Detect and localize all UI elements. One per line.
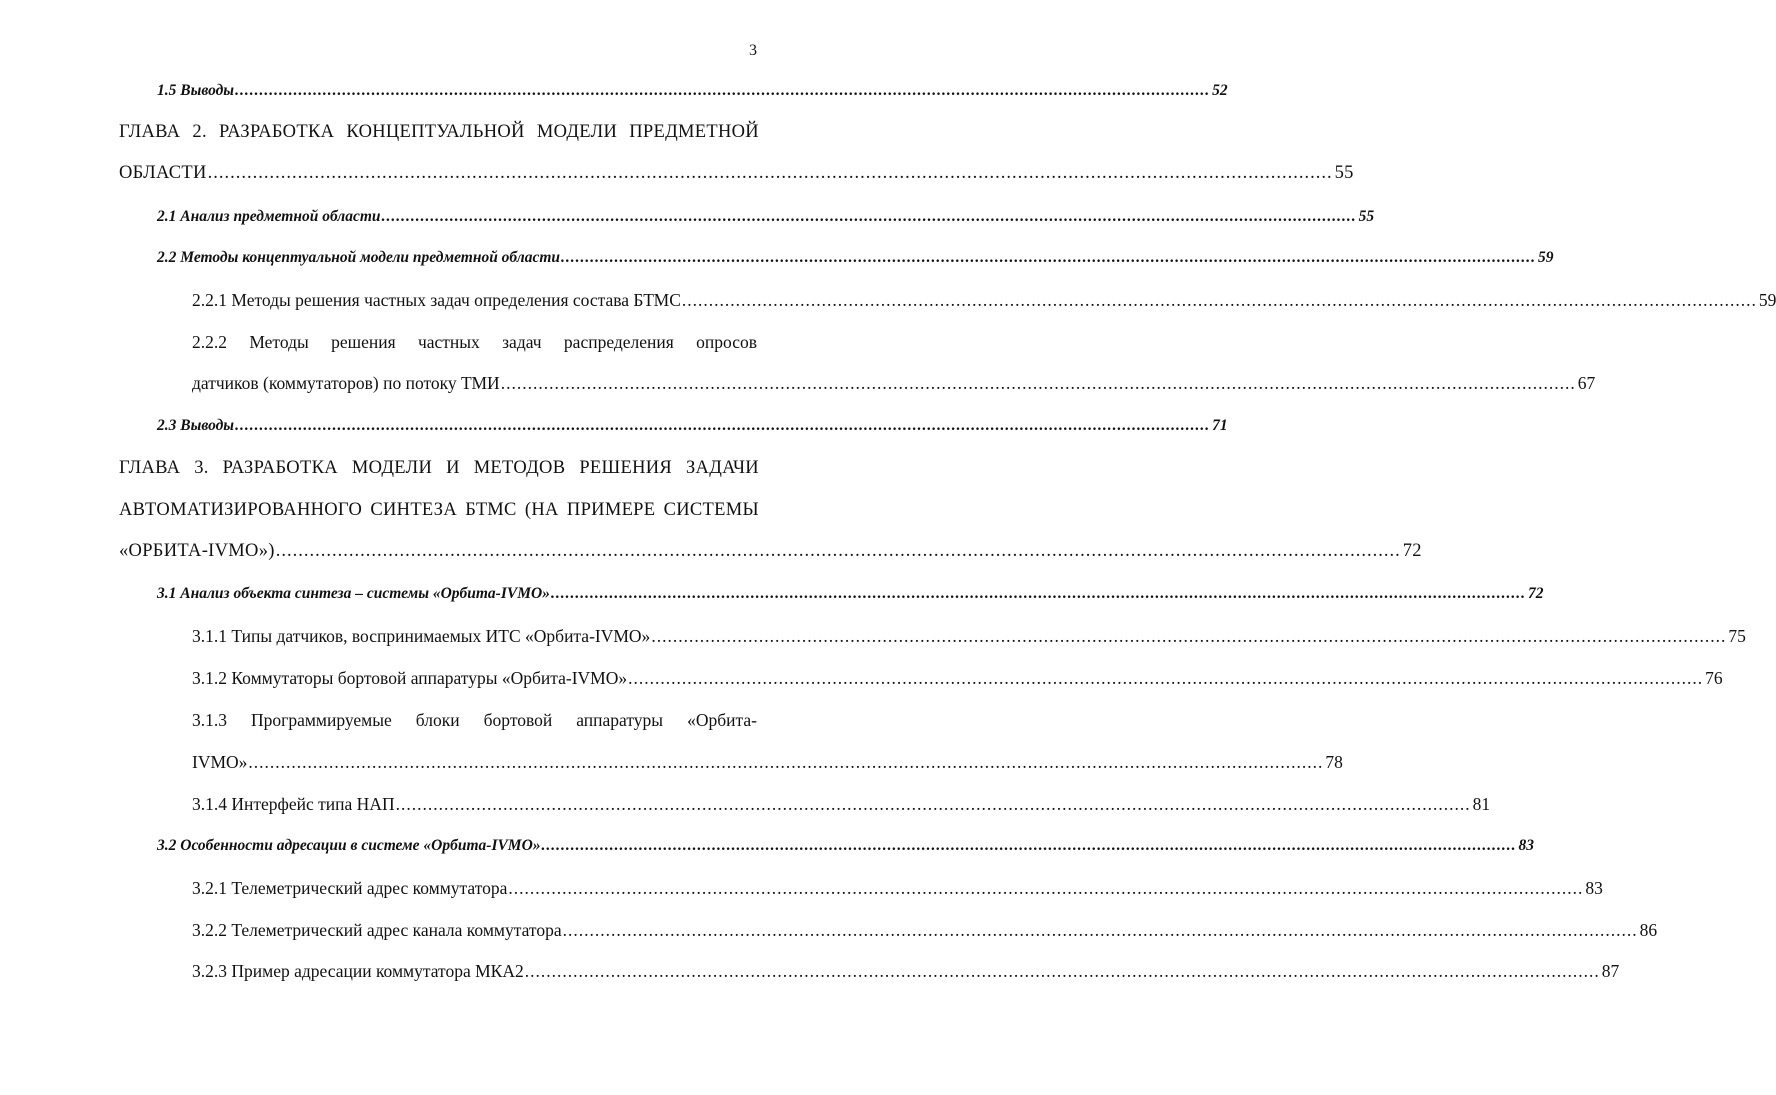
toc-word: (НА bbox=[524, 500, 559, 520]
toc-word: 2. bbox=[192, 122, 207, 142]
toc-entry-2-2-1[interactable] bbox=[192, 287, 1776, 313]
toc-entry-3-1-1[interactable] bbox=[192, 623, 1746, 649]
toc-entry-3-1-2[interactable] bbox=[192, 665, 1723, 691]
leader-dots: ........................................................................................................................................................................................................ bbox=[628, 668, 1704, 688]
toc-entry-label: «ОРБИТА-IVMO») bbox=[119, 541, 275, 561]
toc-entry-page: 71 bbox=[1212, 417, 1228, 434]
toc-word: задач bbox=[502, 332, 542, 352]
toc-word: АВТОМАТИЗИРОВАННОГО bbox=[119, 500, 363, 520]
toc-word: И bbox=[446, 458, 460, 478]
toc-word: бортовой bbox=[483, 710, 553, 730]
toc-chapter-2[interactable] bbox=[119, 160, 1354, 186]
toc-entry-page: 83 bbox=[1585, 878, 1603, 898]
toc-entry-label: 3.1.2 Коммутаторы бортовой аппаратуры «Орбита-IVMO» bbox=[192, 668, 628, 688]
toc-word: РЕШЕНИЯ bbox=[579, 458, 673, 478]
toc-word: РАЗРАБОТКА bbox=[222, 458, 338, 478]
toc-chapter-3[interactable] bbox=[119, 538, 1422, 564]
leader-dots: ........................................................................................................................................................................................................ bbox=[561, 249, 1537, 266]
toc-word: решения bbox=[331, 332, 396, 352]
leader-dots: ........................................................................................................................................................................................................ bbox=[235, 417, 1211, 434]
toc-entry-page: 72 bbox=[1527, 585, 1544, 602]
toc-word: частных bbox=[417, 332, 480, 352]
toc-entry-3-1[interactable] bbox=[157, 581, 1544, 607]
toc-chapter-2-line1[interactable] bbox=[119, 118, 759, 146]
toc-entry-label: 3.1.4 Интерфейс типа НАП bbox=[192, 794, 395, 814]
toc-entry-page: 76 bbox=[1705, 668, 1723, 688]
toc-word: КОНЦЕПТУАЛЬНОЙ bbox=[346, 122, 525, 142]
toc-word: МОДЕЛИ bbox=[536, 122, 618, 142]
leader-dots: ........................................................................................................................................................................................................ bbox=[500, 373, 1576, 393]
leader-dots: ........................................................................................................................................................................................................ bbox=[395, 794, 1471, 814]
toc-entry-label: IVMO» bbox=[192, 752, 248, 772]
toc-word: ГЛАВА bbox=[119, 122, 181, 142]
toc-entry-label: 2.2.1 Методы решения частных задач определения состава БТМС bbox=[192, 290, 681, 310]
leader-dots: ........................................................................................................................................................................................................ bbox=[381, 208, 1357, 225]
toc-entry-3-2-2[interactable] bbox=[192, 917, 1658, 943]
toc-entry-page: 55 bbox=[1334, 163, 1354, 183]
toc-entry-page: 59 bbox=[1758, 290, 1776, 310]
leader-dots: ........................................................................................................................................................................................................ bbox=[562, 920, 1638, 940]
toc-entry-label: 1.5 Выводы bbox=[157, 82, 235, 99]
leader-dots: ........................................................................................................................................................................................................ bbox=[550, 585, 1526, 602]
toc-entry-page: 75 bbox=[1728, 626, 1746, 646]
toc-entry-3-2-1[interactable] bbox=[192, 875, 1603, 901]
toc-word: МЕТОДОВ bbox=[473, 458, 566, 478]
toc-entry-2-2-2[interactable] bbox=[192, 370, 1596, 396]
toc-word: 2.2.2 bbox=[192, 332, 227, 352]
leader-dots: ........................................................................................................................................................................................................ bbox=[541, 837, 1517, 854]
toc-entry-1-5[interactable] bbox=[157, 78, 1228, 104]
toc-entry-3-1-4[interactable] bbox=[192, 791, 1491, 817]
toc-entry-page: 52 bbox=[1212, 82, 1228, 99]
toc-word: ГЛАВА bbox=[119, 458, 181, 478]
leader-dots: ........................................................................................................................................................................................................ bbox=[275, 541, 1401, 561]
toc-entry-label: 3.1.1 Типы датчиков, воспринимаемых ИТС «Орбита-IVMO» bbox=[192, 626, 651, 646]
toc-chapter-3-line2[interactable] bbox=[119, 496, 759, 524]
toc-entry-page: 86 bbox=[1639, 920, 1658, 940]
toc-entry-label: 2.1 Анализ предметной области bbox=[157, 208, 381, 225]
toc-entry-label: 2.2 Методы концептуальной модели предметной области bbox=[157, 249, 561, 266]
toc-word: ЗАДАЧИ bbox=[685, 458, 759, 478]
toc-entry-page: 87 bbox=[1601, 961, 1620, 981]
toc-entry-3-2[interactable] bbox=[157, 833, 1535, 859]
toc-entry-2-3[interactable] bbox=[157, 413, 1228, 439]
leader-dots: ........................................................................................................................................................................................................ bbox=[508, 878, 1584, 898]
toc-entry-page: 81 bbox=[1472, 794, 1491, 814]
toc-word: БТМС bbox=[465, 500, 517, 520]
toc-word: распределения bbox=[563, 332, 674, 352]
toc-word: 3. bbox=[194, 458, 209, 478]
leader-dots: ........................................................................................................................................................................................................ bbox=[524, 961, 1600, 981]
leader-dots: ........................................................................................................................................................................................................ bbox=[681, 290, 1757, 310]
toc-word: РАЗРАБОТКА bbox=[219, 122, 335, 142]
toc-entry-label: ОБЛАСТИ bbox=[119, 163, 207, 183]
toc-entry-page: 55 bbox=[1358, 208, 1375, 225]
toc-word: «Орбита- bbox=[687, 710, 757, 730]
toc-entry-page: 83 bbox=[1518, 837, 1535, 854]
toc-entry-3-2-3[interactable] bbox=[192, 958, 1620, 984]
toc-entry-label: датчиков (коммутаторов) по потоку ТМИ bbox=[192, 373, 500, 393]
leader-dots: ........................................................................................................................................................................................................ bbox=[651, 626, 1727, 646]
toc-word: Методы bbox=[249, 332, 309, 352]
toc-word: СИСТЕМЫ bbox=[663, 500, 759, 520]
page-number: 3 bbox=[749, 42, 757, 59]
toc-entry-page: 67 bbox=[1577, 373, 1596, 393]
toc-entry-label: 3.2 Особенности адресации в системе «Орбита-IVMO» bbox=[157, 837, 541, 854]
toc-word: опросов bbox=[696, 332, 757, 352]
toc-entry-page: 72 bbox=[1402, 541, 1422, 561]
toc-entry-2-2[interactable] bbox=[157, 245, 1554, 271]
leader-dots: ........................................................................................................................................................................................................ bbox=[235, 82, 1211, 99]
toc-entry-page: 78 bbox=[1325, 752, 1343, 772]
toc-entry-label: 3.1 Анализ объекта синтеза – системы «Орбита-IVMO» bbox=[157, 585, 550, 602]
toc-entry-label: 3.2.2 Телеметрический адрес канала коммутатора bbox=[192, 920, 562, 940]
toc-word: Программируемые bbox=[251, 710, 392, 730]
toc-entry-3-1-3[interactable] bbox=[192, 749, 1343, 775]
toc-word: блоки bbox=[415, 710, 460, 730]
toc-entry-2-2-2-line1[interactable] bbox=[192, 328, 757, 356]
leader-dots: ........................................................................................................................................................................................................ bbox=[207, 163, 1333, 183]
toc-entry-2-1[interactable] bbox=[157, 204, 1375, 230]
toc-entry-label: 3.2.3 Пример адресации коммутатора МКА2 bbox=[192, 961, 524, 981]
toc-word: МОДЕЛИ bbox=[351, 458, 433, 478]
toc-word: ПРИМЕРЕ bbox=[566, 500, 656, 520]
toc-word: СИНТЕЗА bbox=[370, 500, 457, 520]
toc-entry-page: 59 bbox=[1538, 249, 1554, 266]
toc-entry-3-1-3-line1[interactable] bbox=[192, 706, 757, 734]
toc-word: 3.1.3 bbox=[192, 710, 227, 730]
toc-word: аппаратуры bbox=[576, 710, 664, 730]
toc-word: ПРЕДМЕТНОЙ bbox=[629, 122, 759, 142]
toc-entry-label: 3.2.1 Телеметрический адрес коммутатора bbox=[192, 878, 508, 898]
toc-chapter-3-line1[interactable] bbox=[119, 454, 759, 482]
leader-dots: ........................................................................................................................................................................................................ bbox=[248, 752, 1324, 772]
toc-entry-label: 2.3 Выводы bbox=[157, 417, 235, 434]
